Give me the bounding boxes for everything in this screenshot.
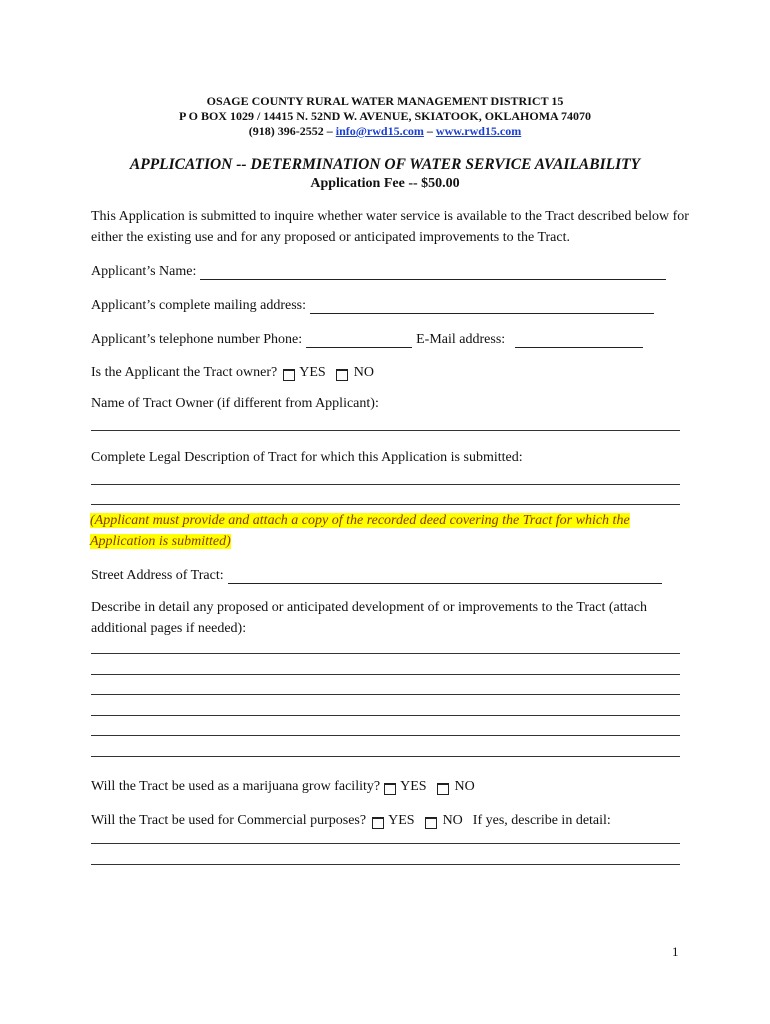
tract-owner-yes-label: YES xyxy=(299,365,326,380)
mailing-address-label: Applicant’s complete mailing address: xyxy=(91,298,307,313)
district-address: P O BOX 1029 / 14415 N. 52ND W. AVENUE, SKIATOOK, OKLAHOMA 74070 xyxy=(178,109,592,123)
commercial-no-checkbox[interactable] xyxy=(425,817,437,829)
street-address-row xyxy=(91,564,662,584)
separator-dash: – xyxy=(426,124,433,138)
email-label: E-Mail address: xyxy=(416,332,506,347)
deed-note xyxy=(90,510,682,552)
commercial-detail-line-2[interactable] xyxy=(91,864,680,865)
marijuana-no-label: NO xyxy=(454,779,475,794)
commercial-row xyxy=(91,809,611,829)
development-line-2[interactable] xyxy=(91,674,680,675)
mailing-address-field[interactable] xyxy=(310,299,654,314)
development-line-4[interactable] xyxy=(91,715,680,716)
development-description-label: Describe in detail any proposed or anticipated development of or improvements to the Tract (attach additional pages if needed): xyxy=(91,600,647,636)
telephone-label: Applicant’s telephone number Phone: xyxy=(91,332,303,347)
legal-description-line-2[interactable] xyxy=(91,504,680,505)
commercial-label: Will the Tract be used for Commercial purposes? xyxy=(91,813,367,828)
tract-owner-yes-checkbox[interactable] xyxy=(283,369,295,381)
street-address-label: Street Address of Tract: xyxy=(91,568,224,583)
telephone-field[interactable] xyxy=(306,333,412,348)
owner-name-field[interactable] xyxy=(91,430,680,431)
commercial-detail-line-1[interactable] xyxy=(91,843,680,844)
tract-owner-no-checkbox[interactable] xyxy=(336,369,348,381)
marijuana-yes-label: YES xyxy=(400,779,427,794)
contact-row xyxy=(91,328,643,348)
owner-name-label: Name of Tract Owner (if different from Applicant): xyxy=(91,396,379,411)
email-field[interactable] xyxy=(515,333,643,348)
email-link[interactable]: info@rwd15.com xyxy=(335,124,424,138)
commercial-no-label: NO xyxy=(442,813,463,828)
commercial-yes-checkbox[interactable] xyxy=(372,817,384,829)
legal-description-label: Complete Legal Description of Tract for which this Application is submitted: xyxy=(91,450,523,465)
intro-paragraph: This Application is submitted to inquire whether water service is available to the Tract described below for either the existing use and for any proposed or anticipated improvements to the Tract. xyxy=(91,209,689,245)
application-fee: Application Fee -- $50.00 xyxy=(310,176,460,191)
marijuana-yes-checkbox[interactable] xyxy=(384,783,396,795)
page-title: APPLICATION -- DETERMINATION OF WATER SERVICE AVAILABILITY xyxy=(129,156,641,173)
deed-note-text: (Applicant must provide and attach a copy of the recorded deed covering the Tract for which the Application is submitted) xyxy=(90,513,630,549)
commercial-detail-label: If yes, describe in detail: xyxy=(472,813,611,828)
district-name: OSAGE COUNTY RURAL WATER MANAGEMENT DISTRICT 15 xyxy=(206,94,564,108)
street-address-field[interactable] xyxy=(228,569,662,584)
mailing-address-row xyxy=(91,294,654,314)
tract-owner-label: Is the Applicant the Tract owner? xyxy=(91,365,278,380)
phone-text: (918) 396-2552 – xyxy=(248,124,333,138)
applicant-name-field[interactable] xyxy=(200,265,666,280)
development-line-5[interactable] xyxy=(91,735,680,736)
marijuana-row xyxy=(91,775,475,795)
contact-line xyxy=(0,124,770,139)
commercial-yes-label: YES xyxy=(388,813,415,828)
marijuana-label: Will the Tract be used as a marijuana grow facility? xyxy=(91,779,381,794)
website-link[interactable]: www.rwd15.com xyxy=(435,124,522,138)
development-line-6[interactable] xyxy=(91,756,680,757)
applicant-name-row xyxy=(91,260,666,280)
tract-owner-row xyxy=(91,361,374,381)
legal-description-line-1[interactable] xyxy=(91,484,680,485)
page-number: 1 xyxy=(672,944,679,959)
development-line-3[interactable] xyxy=(91,694,680,695)
marijuana-no-checkbox[interactable] xyxy=(437,783,449,795)
development-line-1[interactable] xyxy=(91,653,680,654)
tract-owner-no-label: NO xyxy=(353,365,374,380)
applicant-name-label: Applicant’s Name: xyxy=(91,264,197,279)
